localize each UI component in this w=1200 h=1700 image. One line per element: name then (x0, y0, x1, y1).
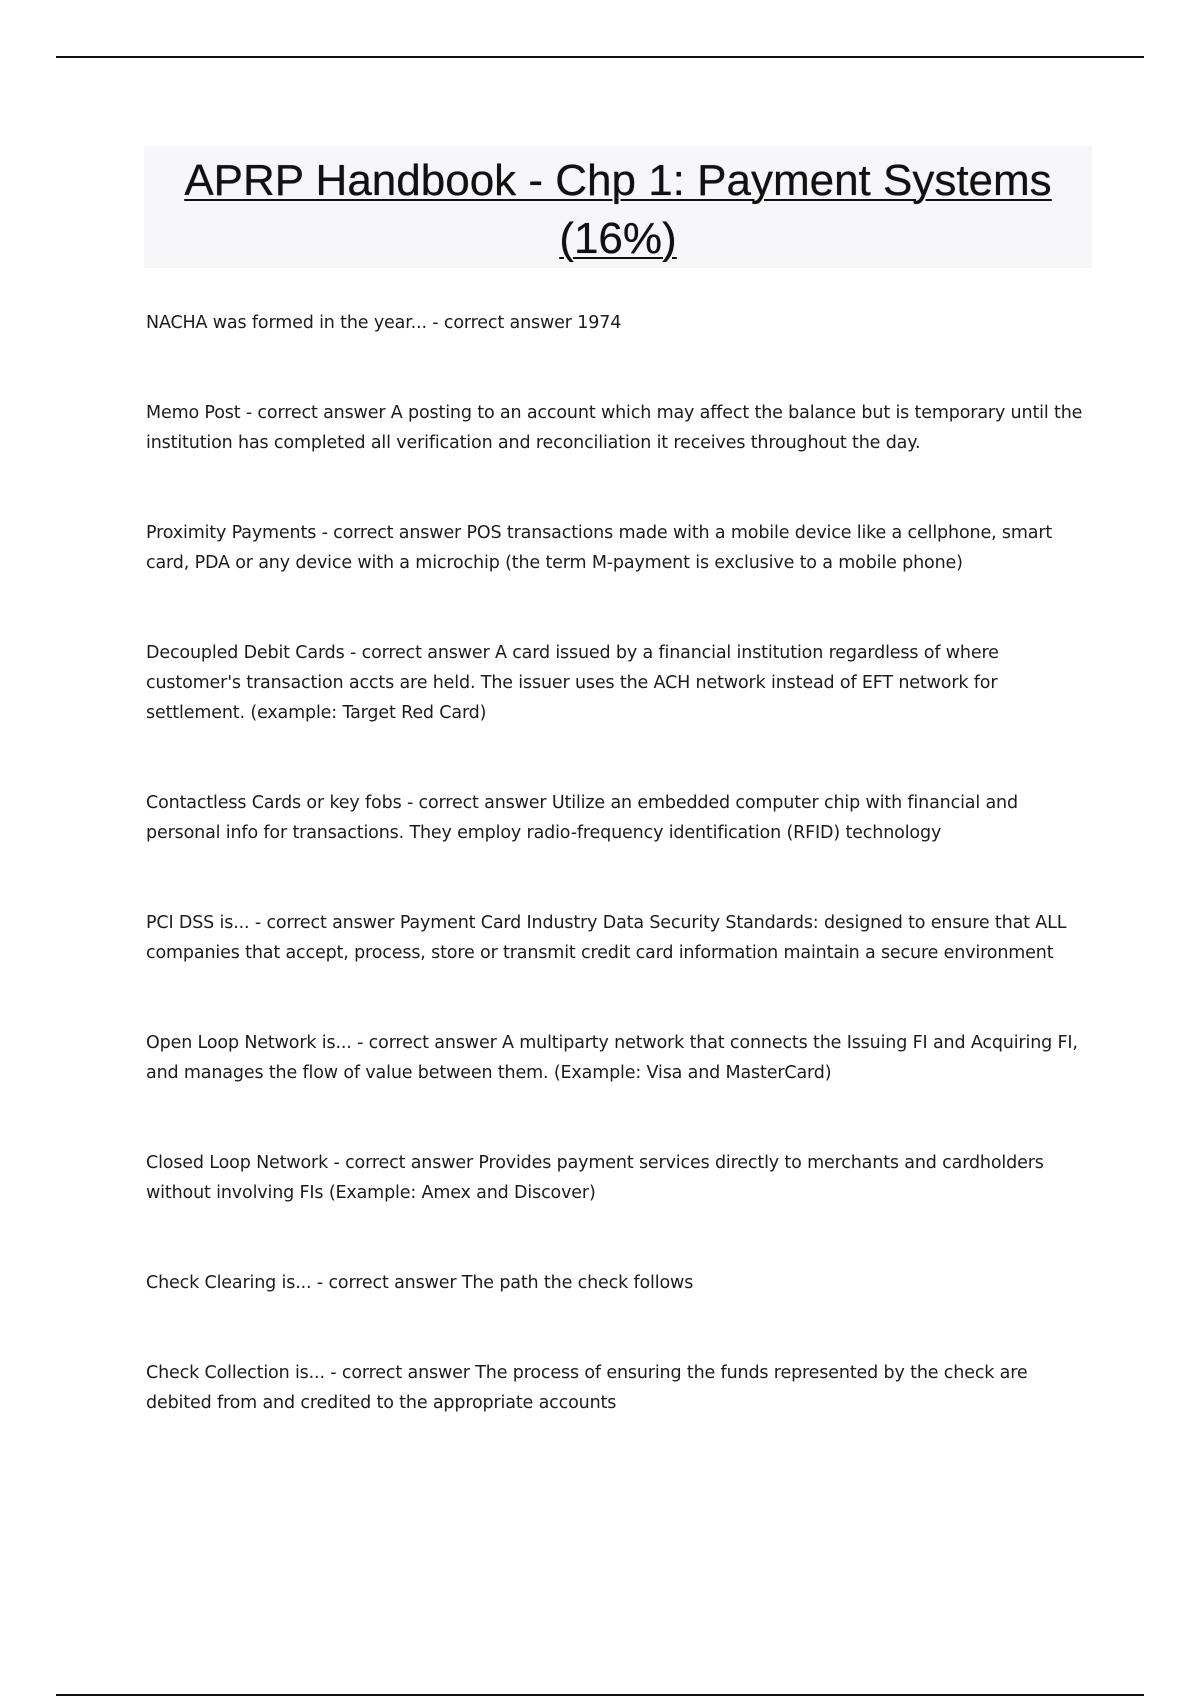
flashcard-entry: Memo Post - correct answer A posting to an account which may affect the balance but is temporary until the institution has completed all verification and reconciliation it receives throughout the day. (146, 403, 1083, 453)
title-banner (144, 146, 1092, 268)
page-title: APRP Handbook - Chp 1: Payment Systems (16%) (184, 156, 1052, 263)
flashcard-entry: Decoupled Debit Cards - correct answer A card issued by a financial institution regardless of where customer's transaction accts are held. The issuer uses the ACH network instead of EFT network for settlement. (example: Target Red Card) (146, 643, 999, 723)
flashcard-entry: PCI DSS is... - correct answer Payment Card Industry Data Security Standards: designed to ensure that ALL companies that accept, process, store or transmit credit card information maintain a secure environment (146, 913, 1067, 963)
flashcard-entry: Open Loop Network is... - correct answer A multiparty network that connects the Issuing FI and Acquiring FI, and manages the flow of value between them. (Example: Visa and MasterCard) (146, 1033, 1078, 1083)
flashcard-entry: Contactless Cards or key fobs - correct answer Utilize an embedded computer chip with financial and personal info for transactions. They employ radio-frequency identification (RFID) technology (146, 793, 1018, 843)
flashcard-entry: Check Collection is... - correct answer The process of ensuring the funds represented by the check are debited from and credited to the appropriate accounts (146, 1363, 1028, 1413)
bottom-rule (56, 1694, 1144, 1696)
top-rule (56, 56, 1144, 58)
flashcard-entry: NACHA was formed in the year... - correct answer 1974 (146, 313, 622, 333)
flashcard-entry: Proximity Payments - correct answer POS transactions made with a mobile device like a cellphone, smart card, PDA or any device with a microchip (the term M-payment is exclusive to a mobile phone) (146, 523, 1053, 573)
flashcard-list (146, 308, 1094, 1418)
flashcard-entry: Closed Loop Network - correct answer Provides payment services directly to merchants and cardholders without involving FIs (Example: Amex and Discover) (146, 1153, 1044, 1203)
flashcard-entry: Check Clearing is... - correct answer The path the check follows (146, 1273, 694, 1293)
